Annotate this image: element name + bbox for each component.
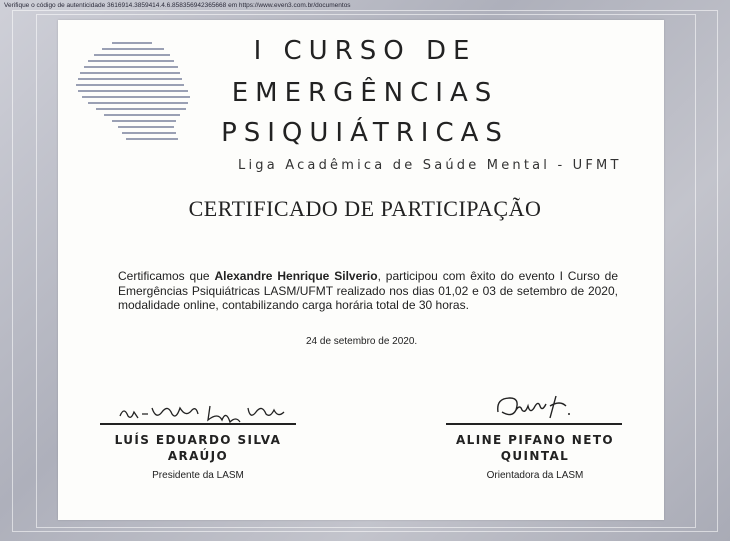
signatory-name-left-line1: LUÍS EDUARDO SILVA	[114, 433, 282, 447]
signatory-role-right: Orientadora da LASM	[486, 470, 584, 481]
signatory-role-left: Presidente da LASM	[152, 470, 244, 481]
body-prefix: Certificamos que	[118, 269, 215, 283]
signatory-name-left	[100, 432, 296, 464]
league-subtitle: Liga Acadêmica de Saúde Mental - UFMT	[238, 158, 622, 173]
course-title-line-3: PSIQUIÁTRICAS	[221, 118, 509, 148]
certificate-body	[118, 269, 618, 313]
body-text: , participou com êxito do evento I Curso de Emergências Psiquiátricas LASM/UFMT realizado nos dias 01,02 e 03 de setembro de 2020, modalidade online, contabilizando carga horária total de 30 horas.	[118, 269, 619, 312]
signature-line-right	[446, 423, 622, 425]
certificate-title: CERTIFICADO DE PARTICIPAÇÃO	[188, 196, 542, 221]
issue-date: 24 de setembro de 2020.	[306, 336, 418, 347]
signatory-name-right-line1: ALINE PIFANO NETO	[455, 433, 615, 447]
signatory-name-right	[440, 432, 630, 464]
signature-aline	[494, 392, 594, 422]
participant-name: Alexandre Henrique Silverio	[214, 269, 378, 283]
signatory-name-left-line2: ARAÚJO	[167, 449, 229, 463]
signature-luis	[118, 398, 298, 424]
course-title-line-1: I CURSO DE	[253, 36, 477, 66]
signatory-name-right-line2: QUINTAL	[500, 449, 570, 463]
verification-note: Verifique o código de autenticidade 3616914.3859414.4.6.858356942365668 em https://www.even3.com.br/documentos	[4, 2, 351, 9]
signature-line-left	[100, 423, 296, 425]
course-title-line-2: EMERGÊNCIAS	[231, 78, 499, 108]
